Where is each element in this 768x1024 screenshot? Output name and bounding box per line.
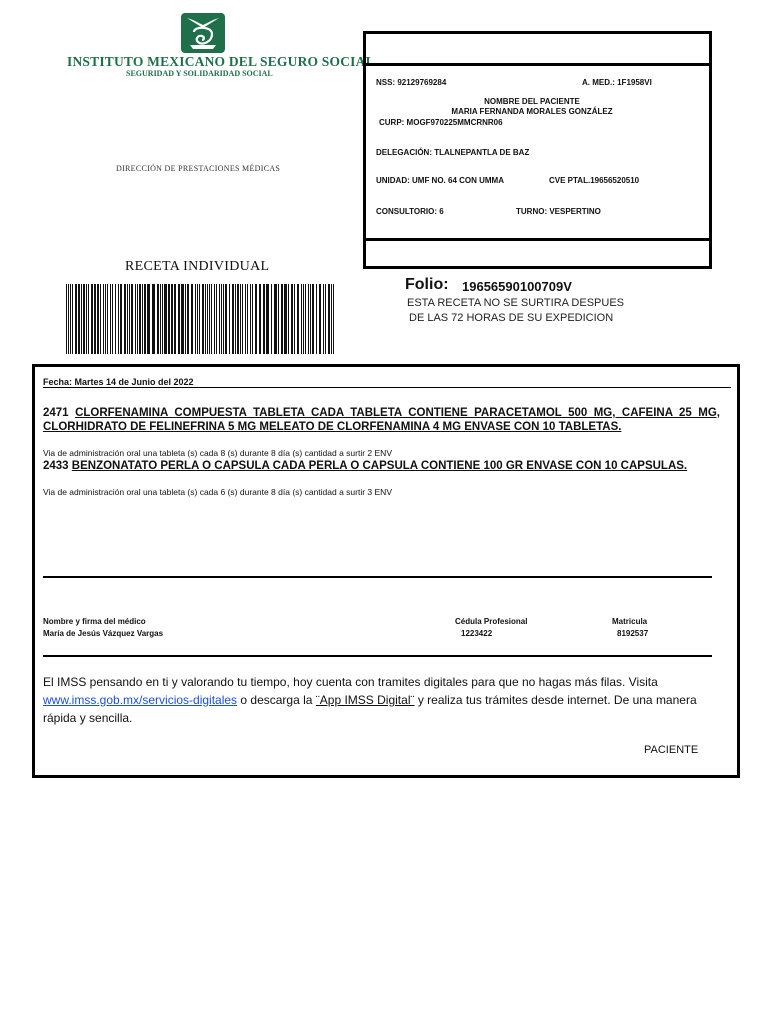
curp-field: CURP: MOGF970225MMCRNR06 <box>379 118 503 127</box>
doctor-name-label: Nombre y firma del médico <box>43 617 146 626</box>
barcode-bar <box>271 284 272 354</box>
barcode-bar <box>331 284 332 354</box>
barcode-bar <box>207 284 208 354</box>
imss-eagle-logo-icon <box>180 12 226 54</box>
barcode-bar <box>291 284 293 354</box>
expiry-warning-line2: DE LAS 72 HORAS DE SU EXPEDICION <box>409 312 614 324</box>
barcode-bar <box>137 284 138 354</box>
cedula-value: 1223422 <box>461 629 493 638</box>
barcode-bar <box>187 284 189 354</box>
divider <box>43 655 712 657</box>
barcode-bar <box>110 284 111 354</box>
matricula-value: 8192537 <box>617 629 649 638</box>
matricula-label: Matricula <box>612 617 648 626</box>
barcode-bar <box>328 284 330 354</box>
barcode-bar <box>115 284 116 354</box>
barcode-bar <box>223 284 224 354</box>
barcode-bar <box>144 284 146 354</box>
barcode-bar <box>209 284 210 354</box>
barcode-bar <box>195 284 196 354</box>
medication-item <box>43 407 720 434</box>
barcode-bar <box>164 284 167 354</box>
barcode-bar <box>221 284 222 354</box>
barcode-bar <box>319 284 321 354</box>
barcode-bar <box>157 284 159 354</box>
folio-number: 19656590100709V <box>462 279 572 294</box>
barcode-bar <box>235 284 236 354</box>
patient-name-label: NOMBRE DEL PACIENTE <box>484 97 580 106</box>
medication-dosage: Via de administración oral una tableta (s) cada 6 (s) durante 8 día (s) cantidad a surtir 3 ENV <box>43 487 392 497</box>
barcode-bar <box>160 284 161 354</box>
medication-item <box>43 460 720 474</box>
barcode-bar <box>263 284 265 354</box>
barcode-bar <box>86 284 87 354</box>
medication-dosage: Via de administración oral una tableta (s) cada 8 (s) durante 8 día (s) cantidad a surtir 2 ENV <box>43 448 392 458</box>
barcode-bar <box>70 284 71 354</box>
barcode <box>66 284 336 354</box>
barcode-bar <box>100 284 101 354</box>
barcode-bar <box>240 284 241 354</box>
delegacion-field: DELEGACIÓN: TLALNEPANTLA DE BAZ <box>376 148 530 157</box>
institution-name: INSTITUTO MEXICANO DEL SEGURO SOCIAL <box>67 54 375 69</box>
barcode-bar <box>94 284 96 354</box>
barcode-bar <box>247 284 248 354</box>
services-link[interactable]: www.imss.gob.mx/servicios-digitales <box>43 693 238 707</box>
barcode-bar <box>225 284 227 354</box>
barcode-bar <box>205 284 206 354</box>
barcode-bar <box>252 284 253 354</box>
barcode-bar <box>333 284 334 354</box>
barcode-bar <box>191 284 193 354</box>
fecha-field: Fecha: Martes 14 de Junio del 2022 <box>43 377 194 387</box>
barcode-bar <box>325 284 326 354</box>
barcode-bar <box>66 284 67 354</box>
barcode-bar <box>278 284 279 354</box>
barcode-bar <box>171 284 173 354</box>
barcode-bar <box>174 284 176 354</box>
barcode-bar <box>214 284 215 354</box>
barcode-bar <box>78 284 80 354</box>
barcode-bar <box>245 284 246 354</box>
barcode-bar <box>142 284 143 354</box>
barcode-bar <box>211 284 212 354</box>
barcode-bar <box>147 284 150 354</box>
barcode-bar <box>305 284 306 354</box>
a-med-field: A. MED.: 1F1958VI <box>582 78 652 87</box>
fecha-underline <box>43 387 731 388</box>
medication-description: BENZONATATO PERLA O CAPSULA CADA PERLA O CAPSULA CONTIENE 100 GR ENVASE CON 10 CAPSULAS. <box>71 460 688 472</box>
medication-code: 2433 <box>43 460 69 472</box>
barcode-bar <box>129 284 130 354</box>
barcode-bar <box>308 284 309 354</box>
barcode-bar <box>310 284 311 354</box>
barcode-bar <box>105 284 106 354</box>
nss-field: NSS: 92129769284 <box>376 78 447 87</box>
barcode-bar <box>152 284 155 354</box>
barcode-bar <box>72 284 73 354</box>
barcode-bar <box>120 284 122 354</box>
barcode-bar <box>219 284 220 354</box>
cve-ptal-field: CVE PTAL.19656520510 <box>549 176 640 185</box>
barcode-bar <box>178 284 180 354</box>
barcode-bar <box>135 284 136 354</box>
barcode-bar <box>185 284 186 354</box>
barcode-bar <box>303 284 304 354</box>
copy-label: PACIENTE <box>644 744 699 756</box>
barcode-bar <box>139 284 141 354</box>
expiry-warning-line1: ESTA RECETA NO SE SURTIRA DESPUES <box>407 297 625 309</box>
notice-text: o descarga la <box>237 693 316 707</box>
institution-subtitle: SEGURIDAD Y SOLIDARIDAD SOCIAL <box>126 69 273 78</box>
barcode-bar <box>255 284 257 354</box>
patient-name: MARIA FERNANDA MORALES GONZÁLEZ <box>451 107 613 116</box>
page-title: RECETA INDIVIDUAL <box>125 259 270 274</box>
barcode-bar <box>83 284 85 354</box>
barcode-bar <box>237 284 239 354</box>
barcode-bar <box>127 284 128 354</box>
barcode-bar <box>197 284 198 354</box>
barcode-bar <box>68 284 69 354</box>
barcode-bar <box>103 284 104 354</box>
barcode-bar <box>266 284 269 354</box>
consultorio-field: CONSULTORIO: 6 <box>376 207 444 216</box>
barcode-bar <box>97 284 99 354</box>
barcode-bar <box>229 284 230 354</box>
barcode-bar <box>297 284 299 354</box>
barcode-bar <box>250 284 251 354</box>
barcode-bar <box>281 284 283 354</box>
barcode-bar <box>323 284 324 354</box>
barcode-bar <box>75 284 77 354</box>
barcode-bar <box>316 284 317 354</box>
cedula-label: Cédula Profesional <box>455 617 528 626</box>
notice-text: y realiza tus trámites desde internet. De una manera rápida y sencilla. <box>43 693 697 725</box>
notice-text: El IMSS pensando en ti y valorando tu tiempo, hoy cuenta con tramites digitales para que no hagas más filas. Visita <box>43 675 658 689</box>
barcode-bar <box>124 284 126 354</box>
barcode-bar <box>294 284 295 354</box>
doctor-name: María de Jesús Vázquez Vargas <box>43 629 164 638</box>
barcode-bar <box>216 284 217 354</box>
barcode-bar <box>288 284 289 354</box>
barcode-bar <box>301 284 302 354</box>
barcode-bar <box>202 284 204 354</box>
barcode-bar <box>168 284 170 354</box>
barcode-bar <box>162 284 163 354</box>
digital-services-notice <box>43 673 723 727</box>
barcode-bar <box>284 284 287 354</box>
folio-label: Folio: <box>405 276 449 293</box>
barcode-bar <box>131 284 133 354</box>
barcode-bar <box>274 284 277 354</box>
unidad-field: UNIDAD: UMF NO. 64 CON UMMA <box>376 176 504 185</box>
medication-code: 2471 <box>43 407 69 419</box>
barcode-bar <box>112 284 113 354</box>
barcode-bar <box>312 284 314 354</box>
turno-field: TURNO: VESPERTINO <box>516 207 601 216</box>
medication-description: CLORFENAMINA COMPUESTA TABLETA CADA TABLETA CONTIENE PARACETAMOL 500 MG, CAFEINA 25 MG, CLORHIDRATO DE FELINEFRINA 5 MG MELEATO DE CLORFENAMINA 4 MG ENVASE CON 10 TABLETAS. <box>43 407 721 433</box>
barcode-bar <box>88 284 89 354</box>
barcode-bar <box>118 284 119 354</box>
app-name: ¨App IMSS Digital¨ <box>315 693 415 707</box>
divider <box>43 576 712 578</box>
barcode-bar <box>181 284 184 354</box>
barcode-bar <box>259 284 261 354</box>
direccion-label: DIRECCIÓN DE PRESTACIONES MÉDICAS <box>116 164 281 173</box>
barcode-bar <box>242 284 243 354</box>
barcode-bar <box>81 284 82 354</box>
barcode-bar <box>91 284 93 354</box>
barcode-bar <box>199 284 200 354</box>
barcode-bar <box>232 284 234 354</box>
barcode-bar <box>107 284 108 354</box>
